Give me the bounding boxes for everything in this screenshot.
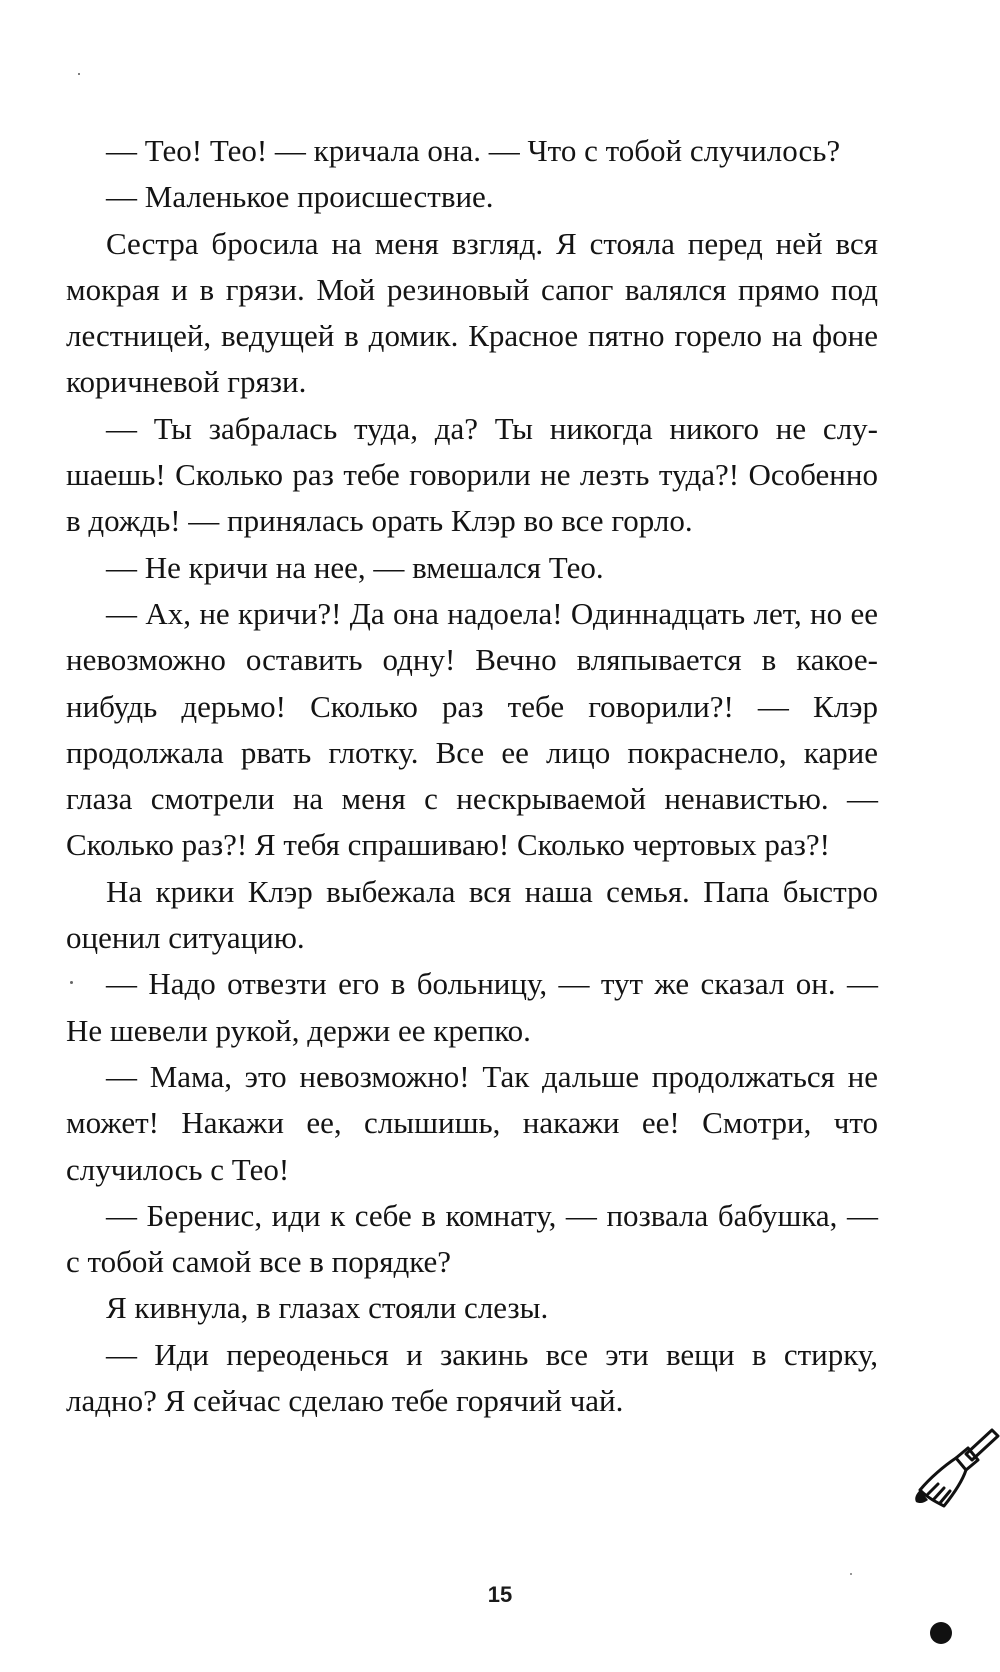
paragraph-11: Я кивнула, в глазах стояли слезы. — [106, 1290, 549, 1326]
paragraph-10: — Беренис, иди к себе в комнату, — позвала бабушка, — с тобой самой все в порядке? — [66, 1197, 878, 1280]
paragraph-4: — Ты забралась туда, да? Ты никогда никого не слушаешь! Сколько раз тебе говорили не лезть туда?! Особенно в дождь! — принялась орать Клэр во все горло. — [66, 410, 878, 539]
ink-speck — [70, 981, 73, 984]
paintbrush-icon — [906, 1424, 1000, 1518]
paragraph-2: — Маленькое происшествие. — [106, 179, 494, 215]
page-number: 15 — [487, 1582, 513, 1607]
paragraph-6: — Ах, не кричи?! Да она надоела! Одиннадцать лет, но ее невозможно оставить одну! Вечно вляпывается в какое-нибудь дерьмо! Сколько раз тебе говорили?! — Клэр продолжала рвать глотку. Все ее лицо покраснело, карие глаза смотрели на меня с нескрываемой ненавистью. — Сколько раз?! Я тебя спрашиваю! Сколько чертовых раз?! — [66, 595, 878, 863]
paragraph-8: — Надо отвезти его в больницу, — тут же сказал он. — Не шевели рукой, держи ее крепко. — [66, 966, 878, 1048]
paragraph-7: На крики Клэр выбежала вся наша семья. Папа быстро оценил ситуацию. — [66, 873, 878, 956]
paragraph-5: — Не кричи на нее, — вмешался Тео. — [106, 549, 604, 585]
body-text — [66, 128, 878, 1424]
paragraph-9: — Мама, это невозможно! Так дальше продолжаться не может! Накажи ее, слышишь, накажи ее! Смотри, что случилось с Тео! — [66, 1058, 878, 1187]
paragraph-1: — Тео! Тео! — кричала она. — Что с тобой случилось? — [106, 133, 841, 168]
paragraph-12: — Иди переоденься и закинь все эти вещи в стирку, ладно? Я сейчас сделаю тебе горячий чай. — [66, 1336, 878, 1419]
ink-speck — [850, 1573, 852, 1575]
ink-speck — [78, 73, 80, 75]
paragraph-3: Сестра бросила на меня взгляд. Я стояла перед ней вся мокрая и в грязи. Мой резиновый сапог валялся прямо под лестницей, ведущей в домик. Красное пятно горело на фоне коричневой грязи. — [66, 225, 878, 400]
corner-dot — [930, 1622, 952, 1644]
